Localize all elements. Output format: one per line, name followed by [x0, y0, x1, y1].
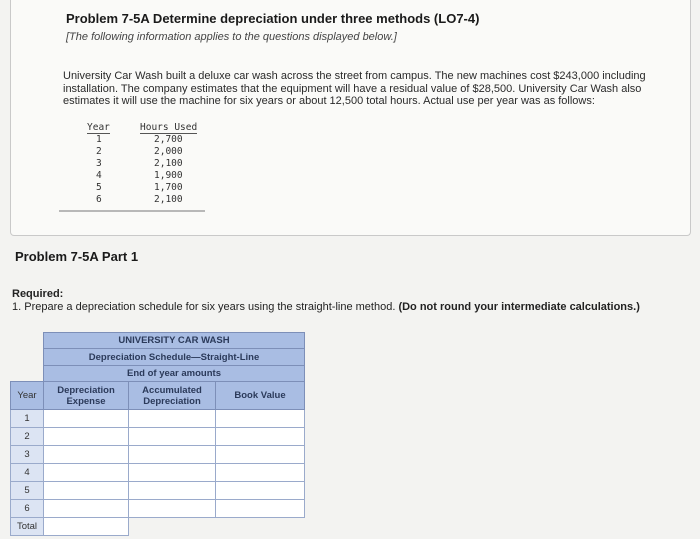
problem-title: Problem 7-5A Determine depreciation under three methods (LO7-4) [66, 11, 480, 26]
dep-expense-input[interactable] [44, 410, 129, 428]
col-dep-expense-header: Depreciation Expense [44, 382, 129, 410]
usage-header [59, 122, 205, 134]
total-dep-expense-field[interactable] [44, 518, 128, 535]
usage-year: 4 [96, 170, 102, 181]
total-dep-expense-input[interactable] [44, 518, 129, 536]
total-label-cell: Total [11, 518, 44, 536]
usage-year: 5 [96, 182, 102, 193]
required-instruction: 1. Prepare a depreciation schedule for six years using the straight-line method. [12, 301, 396, 313]
dep-expense-input[interactable] [44, 428, 129, 446]
required-label: Required: [12, 288, 64, 300]
usage-hours: 2,100 [154, 158, 183, 169]
usage-year: 6 [96, 194, 102, 205]
blank-cell [216, 518, 305, 536]
blank-corner [11, 349, 44, 366]
usage-row [59, 134, 205, 146]
usage-header-hours: Hours Used [140, 122, 198, 133]
book-value-input[interactable] [216, 464, 305, 482]
dep-expense-field[interactable] [44, 464, 128, 481]
usage-row [59, 158, 205, 170]
dep-expense-field[interactable] [44, 482, 128, 499]
book-value-field[interactable] [216, 464, 304, 481]
accum-dep-field[interactable] [129, 446, 215, 463]
accum-dep-field[interactable] [129, 482, 215, 499]
accum-dep-input[interactable] [129, 482, 216, 500]
year-cell: 1 [11, 410, 44, 428]
dep-expense-field[interactable] [44, 428, 128, 445]
depreciation-schedule [10, 332, 305, 536]
book-value-field[interactable] [216, 428, 304, 445]
usage-header-year: Year [87, 122, 110, 133]
book-value-input[interactable] [216, 446, 305, 464]
usage-year: 1 [96, 134, 102, 145]
col-accum-header: Accumulated Depreciation [129, 382, 216, 410]
book-value-input[interactable] [216, 482, 305, 500]
required-note: (Do not round your intermediate calculations.) [398, 301, 640, 313]
dep-expense-input[interactable] [44, 500, 129, 518]
accum-dep-field[interactable] [129, 428, 215, 445]
part-title: Problem 7-5A Part 1 [15, 249, 139, 264]
usage-hours: 2,100 [154, 194, 183, 205]
accum-dep-input[interactable] [129, 500, 216, 518]
schedule-subtitle: End of year amounts [44, 366, 305, 382]
year-cell: 4 [11, 464, 44, 482]
usage-hours: 2,000 [154, 146, 183, 157]
book-value-input[interactable] [216, 428, 305, 446]
book-value-field[interactable] [216, 410, 304, 427]
usage-row [59, 182, 205, 194]
dep-expense-field[interactable] [44, 446, 128, 463]
accum-dep-input[interactable] [129, 464, 216, 482]
usage-table [59, 118, 205, 212]
required-text [12, 301, 640, 313]
book-value-field[interactable] [216, 446, 304, 463]
dep-expense-field[interactable] [44, 500, 128, 517]
accum-dep-input[interactable] [129, 410, 216, 428]
usage-hours: 1,700 [154, 182, 183, 193]
usage-row [59, 170, 205, 182]
problem-paragraph: University Car Wash built a deluxe car wash across the street from campus. The new machines cost $243,000 including installation. The company estimates that the equipment will have a residual value of $28,500. University Car Wash also estimates it will use the machine for six years or about 12,500 total hours. Actual use per year was as follows: [63, 70, 646, 107]
usage-hours: 1,900 [154, 170, 183, 181]
blank-corner [11, 366, 44, 382]
usage-year: 3 [96, 158, 102, 169]
year-cell: 6 [11, 500, 44, 518]
accum-dep-field[interactable] [129, 500, 215, 517]
year-cell: 3 [11, 446, 44, 464]
blank-cell [129, 518, 216, 536]
col-year-header: Year [11, 382, 44, 410]
problem-card [10, 0, 691, 236]
year-cell: 2 [11, 428, 44, 446]
book-value-input[interactable] [216, 410, 305, 428]
book-value-field[interactable] [216, 482, 304, 499]
dep-expense-field[interactable] [44, 410, 128, 427]
accum-dep-input[interactable] [129, 428, 216, 446]
dep-expense-input[interactable] [44, 446, 129, 464]
usage-row [59, 194, 205, 206]
dep-expense-input[interactable] [44, 464, 129, 482]
schedule-title: Depreciation Schedule—Straight-Line [44, 349, 305, 366]
accum-dep-input[interactable] [129, 446, 216, 464]
usage-hours: 2,700 [154, 134, 183, 145]
accum-dep-field[interactable] [129, 410, 215, 427]
year-cell: 5 [11, 482, 44, 500]
schedule-company: UNIVERSITY CAR WASH [44, 333, 305, 349]
book-value-input[interactable] [216, 500, 305, 518]
book-value-field[interactable] [216, 500, 304, 517]
blank-corner [11, 333, 44, 349]
problem-subtitle: [The following information applies to the questions displayed below.] [66, 31, 397, 43]
accum-dep-field[interactable] [129, 464, 215, 481]
usage-row [59, 146, 205, 158]
dep-expense-input[interactable] [44, 482, 129, 500]
usage-year: 2 [96, 146, 102, 157]
col-book-header: Book Value [216, 382, 305, 410]
